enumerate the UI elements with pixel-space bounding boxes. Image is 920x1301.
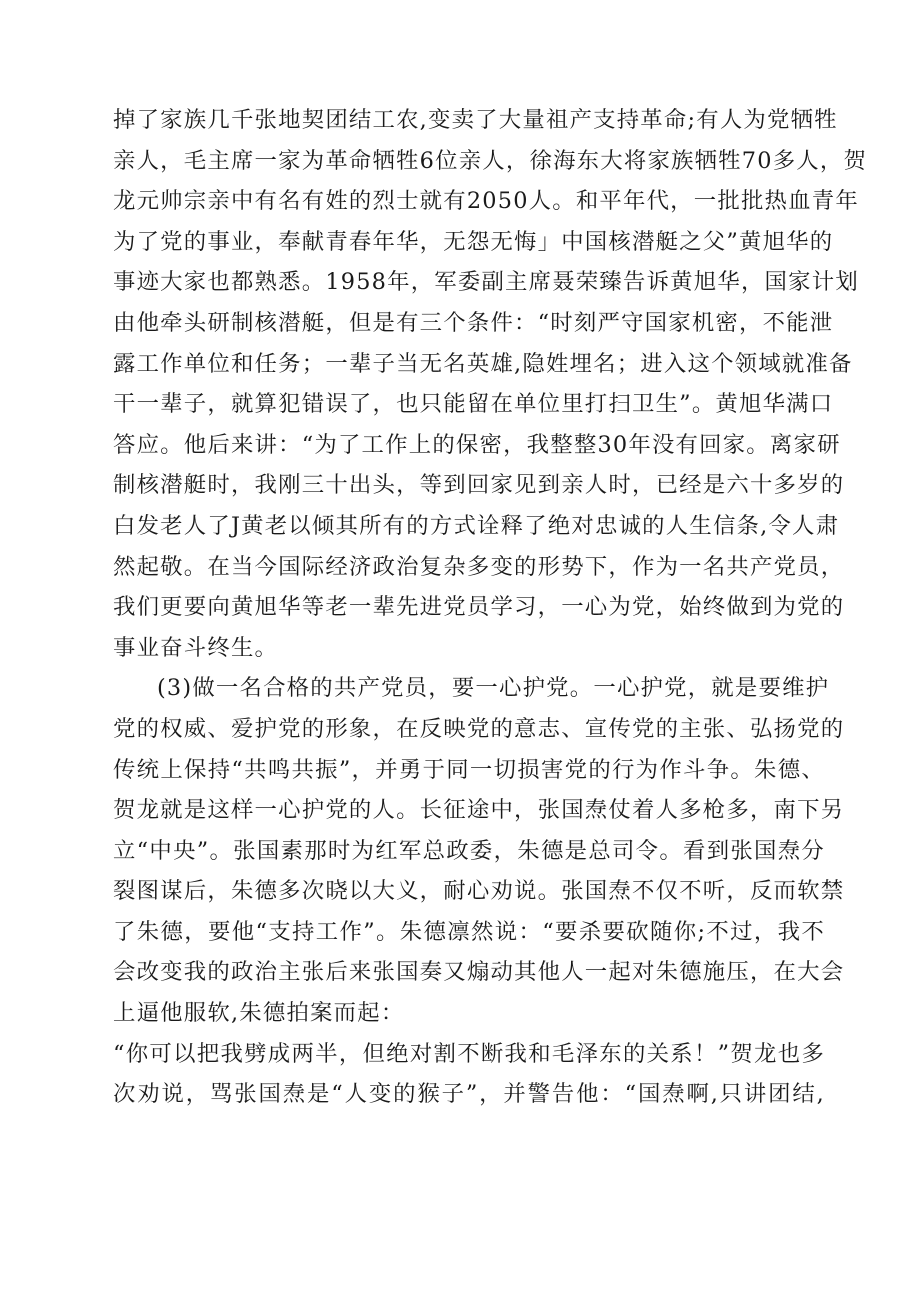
- text-line: 次劝说，骂张国焘是“人变的猴子”，并警告他：“国焘啊,只讲团结,: [113, 1081, 825, 1108]
- text-line: 贺龙就是这样一心护党的人。长征途中，张国焘仗着人多枪多，南下另: [113, 797, 845, 824]
- text-line: 亲人，毛主席一家为革命牺牲6位亲人，徐海东大将家族牺牲70多人，贺: [113, 147, 868, 174]
- text-line: 制核潜艇时，我刚三十出头，等到回家见到亲人时，已经是六十多岁的: [113, 472, 845, 499]
- text-line: 干一辈子，就算犯错误了，也只能留在单位里打扫卫生”。黄旭华满口: [113, 391, 834, 418]
- text-line: 掉了家族几千张地契团结工农,变卖了大量祖产支持革命;有人为党牺牲: [113, 107, 838, 133]
- text-line: 事业奋斗终生。: [113, 634, 279, 661]
- text-line: 龙元帅宗亲中有名有姓的烈士就有2050人。和平年代，一批批热血青年: [113, 188, 859, 215]
- text-line: 答应。他后来讲：“为了工作上的保密，我整整30年没有回家。离家研: [113, 431, 841, 458]
- text-line: 为了党的事业，奉献青春年华，无怨无悔」中国核潜艇之父”黄旭华的: [113, 228, 834, 255]
- text-line: 传统上保持“共鸣共振”，并勇于同一切损害党的行为作斗争。朱德、: [113, 756, 825, 783]
- text-line: 我们更要向黄旭华等老一辈先进党员学习，一心为党，始终做到为党的: [113, 594, 845, 621]
- text-line: 白发老人了J黄老以倾其所有的方式诠释了绝对忠诚的人生信条,令人肃: [113, 512, 840, 539]
- text-line: 露工作单位和任务；一辈子当无名英雄,隐姓埋名；进入这个领域就准备: [113, 350, 853, 377]
- text-line: 然起敬。在当今国际经济政治复杂多变的形势下，作为一名共产党员，: [113, 553, 845, 580]
- text-line: 了朱德，要他“支持工作”。朱德凛然说：“要杀要砍随你;不过，我不: [113, 918, 825, 945]
- document-body: [113, 100, 868, 1115]
- text-line: 由他牵头研制核潜艇，但是有三个条件：“时刻严守国家机密，不能泄: [113, 309, 834, 336]
- text-line: 上逼他服软,朱德拍案而起：: [113, 1000, 405, 1027]
- text-line: “你可以把我劈成两半，但绝对割不断我和毛泽东的关系！”贺龙也多: [113, 1040, 825, 1067]
- text-line: 立“中央”。张国素那时为红军总政委，朱德是总司令。看到张国焘分: [113, 837, 825, 864]
- text-line: 党的权威、爱护党的形象，在反映党的意志、宣传党的主张、弘扬党的: [113, 715, 845, 742]
- paragraph-protect-party: [113, 668, 845, 1033]
- paragraph-loyalty: [113, 100, 868, 668]
- text-line: 事迹大家也都熟悉。1958年，军委副主席聂荣臻告诉黄旭华，国家计划: [113, 269, 859, 296]
- text-line: 会改变我的政治主张后来张国奏又煽动其他人一起对朱德施压，在大会: [113, 959, 845, 986]
- text-line: 裂图谋后，朱德多次晓以大义，耐心劝说。张国焘不仅不听，反而软禁: [113, 878, 845, 905]
- text-line: (3)做一名合格的共产党员，要一心护党。一心护党，就是要维护: [157, 675, 830, 702]
- paragraph-quote: [113, 1034, 825, 1115]
